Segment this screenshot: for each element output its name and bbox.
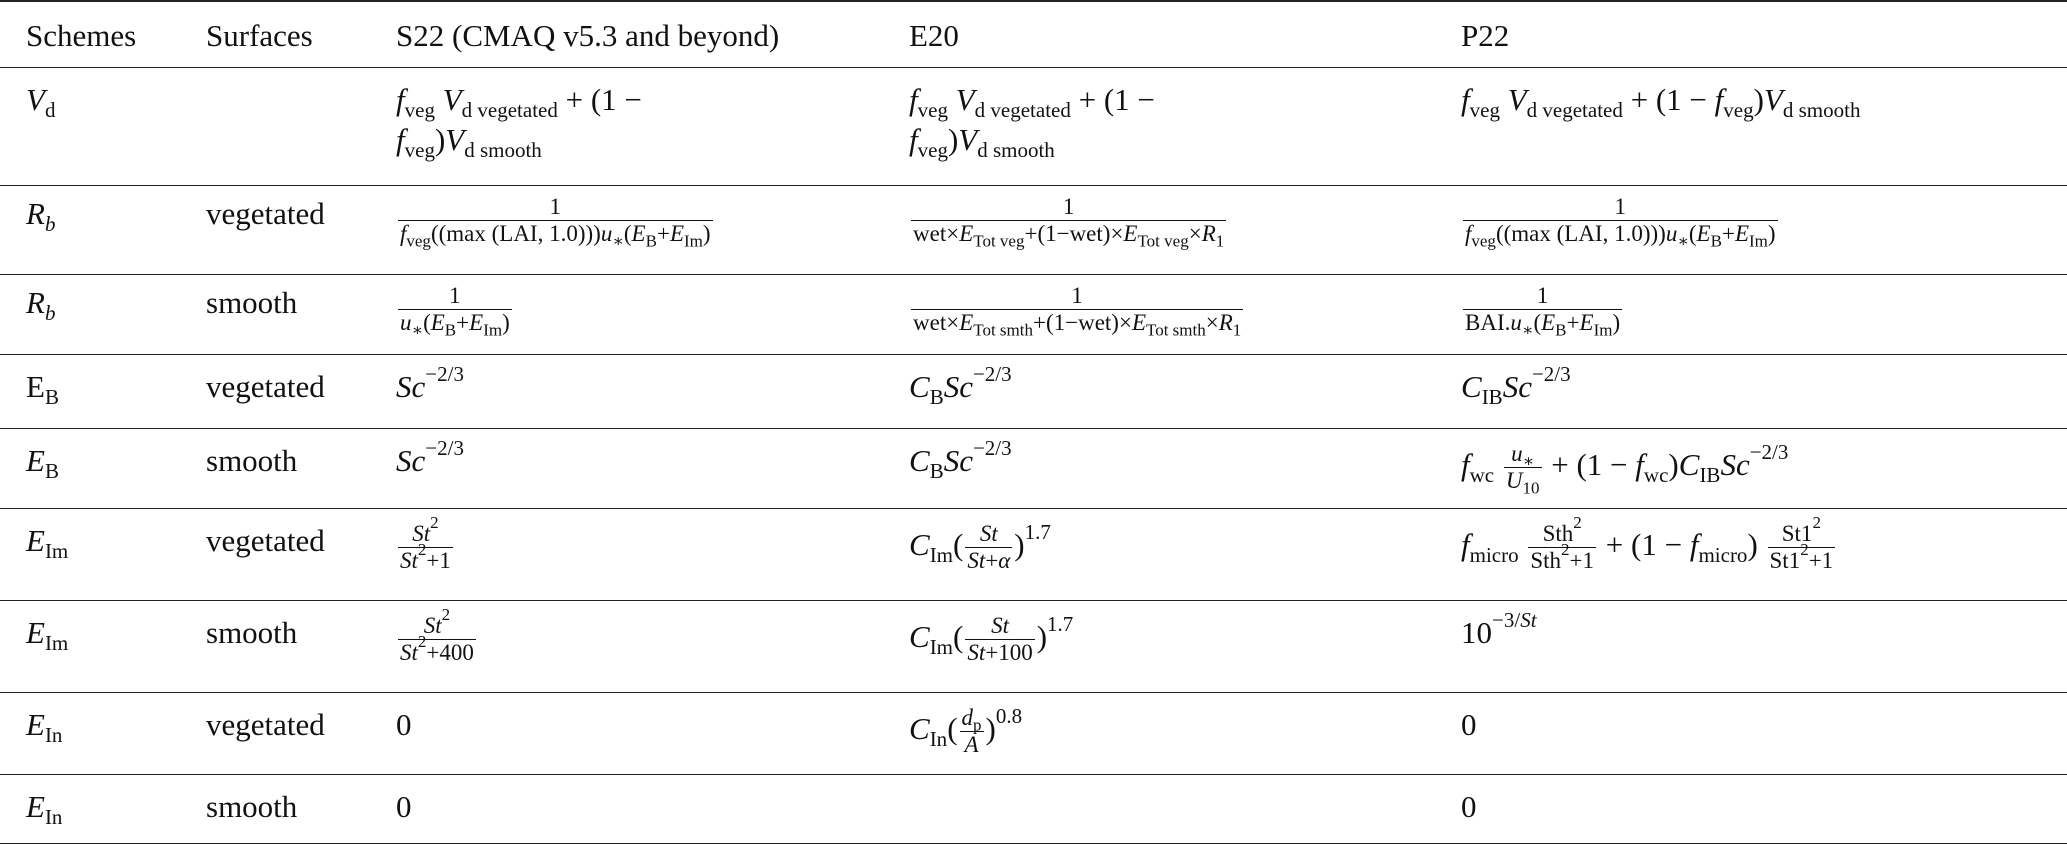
e20-cell: $f_{veg}$ $V_{d vegetated} + (1$ − $f_{veg})V_{d smooth}$ — [883, 67, 1435, 185]
e20-cell — [883, 774, 1435, 843]
surface-cell: vegetated — [180, 692, 370, 774]
header-s22: S22 (CMAQ v5.3 and beyond) — [370, 1, 883, 67]
p22-cell: $\frac{1}{f_{veg}((\max (LAI, 1.0)))u_∗(E_B+E_{Im})}$ — [1435, 185, 2067, 274]
scheme-cell: $E_B$ — [0, 354, 180, 428]
surface-cell: smooth — [180, 600, 370, 692]
s22-cell: $\frac{St^2}{St^2+1}$ — [370, 508, 883, 600]
table-row — [0, 274, 2067, 354]
s22-cell: $\frac{1}{f_{veg}((\max (LAI, 1.0)))u_∗(E_B+E_{Im})}$ — [370, 185, 883, 274]
s22-cell: $\frac{St^2}{St^2+400}$ — [370, 600, 883, 692]
e20-cell: $C_BSc^{-2/3}$ — [883, 354, 1435, 428]
surface-cell: smooth — [180, 774, 370, 843]
scheme-cell: $E_{In}$ — [0, 692, 180, 774]
table-row — [0, 508, 2067, 600]
surface-cell — [180, 67, 370, 185]
scheme-cell: $R_b$ — [0, 274, 180, 354]
s22-cell: 0 — [370, 692, 883, 774]
surface-cell: vegetated — [180, 508, 370, 600]
header-schemes: Schemes — [0, 1, 180, 67]
table-row — [0, 354, 2067, 428]
table-row — [0, 600, 2067, 692]
header-surfaces: Surfaces — [180, 1, 370, 67]
s22-cell: 0 — [370, 774, 883, 843]
surface-cell: smooth — [180, 274, 370, 354]
p22-cell: $f_{veg}$ $V_{d vegetated} + (1 - f_{veg})V_{d smooth}$ — [1435, 67, 2067, 185]
p22-cell: 0 — [1435, 774, 2067, 843]
surface-cell: vegetated — [180, 185, 370, 274]
e20-cell: $C_BSc^{-2/3}$ — [883, 428, 1435, 508]
e20-cell: $C_{Im}$( $\frac{St}{St+100}$ )$^{1.7}$ — [883, 600, 1435, 692]
p22-cell: $10^{-3/St}$ — [1435, 600, 2067, 692]
p22-cell: 0 — [1435, 692, 2067, 774]
table-row — [0, 692, 2067, 774]
scheme-cell: $V_d$ — [0, 67, 180, 185]
surface-cell: vegetated — [180, 354, 370, 428]
scheme-cell: $E_{Im}$ — [0, 508, 180, 600]
e20-cell: $\frac{1}{wet\times E_{Tot veg}+(1-wet)\times E_{Tot veg}\times R_1}$ — [883, 185, 1435, 274]
e20-cell: $C_{Im}$( $\frac{St}{St+\alpha}$ )$^{1.7}$ — [883, 508, 1435, 600]
table-row — [0, 67, 2067, 185]
e20-cell: $C_{In}$( $\frac{d_p}{A}$ )$^{0.8}$ — [883, 692, 1435, 774]
p22-cell: $f_{wc}$ $\frac{u_∗}{U_{10}}$ + $(1 - f_{wc})C_{IB}Sc^{-2/3}$ — [1435, 428, 2067, 508]
s22-cell: $\frac{1}{u_∗(E_B+E_{Im})}$ — [370, 274, 883, 354]
header-p22: P22 — [1435, 1, 2067, 67]
scheme-cell: $E_{In}$ — [0, 774, 180, 843]
p22-cell: $f_{micro}$ $\frac{Sth^2}{Sth^2+1}$ + $(1 - f_{micro})$ $\frac{St1^2}{St1^2+1}$ — [1435, 508, 2067, 600]
p22-cell: $C_{IB}Sc^{-2/3}$ — [1435, 354, 2067, 428]
table-row — [0, 428, 2067, 508]
s22-cell: $Sc^{-2/3}$ — [370, 428, 883, 508]
scheme-cell: $E_B$ — [0, 428, 180, 508]
table-row — [0, 185, 2067, 274]
header-row — [0, 1, 2067, 67]
e20-cell: $\frac{1}{wet\times E_{Tot smth}+(1-wet)\times E_{Tot smth}\times R_1}$ — [883, 274, 1435, 354]
header-e20: E20 — [883, 1, 1435, 67]
p22-cell: $\frac{1}{BAI.u_∗(E_B+E_{Im})}$ — [1435, 274, 2067, 354]
scheme-cell: $R_b$ — [0, 185, 180, 274]
surface-cell: smooth — [180, 428, 370, 508]
table-row — [0, 774, 2067, 843]
s22-cell: $Sc^{-2/3}$ — [370, 354, 883, 428]
scheme-cell: $E_{Im}$ — [0, 600, 180, 692]
s22-cell: $f_{veg}$ $V_{d vegetated} + (1$ − $f_{veg})V_{d smooth}$ — [370, 67, 883, 185]
